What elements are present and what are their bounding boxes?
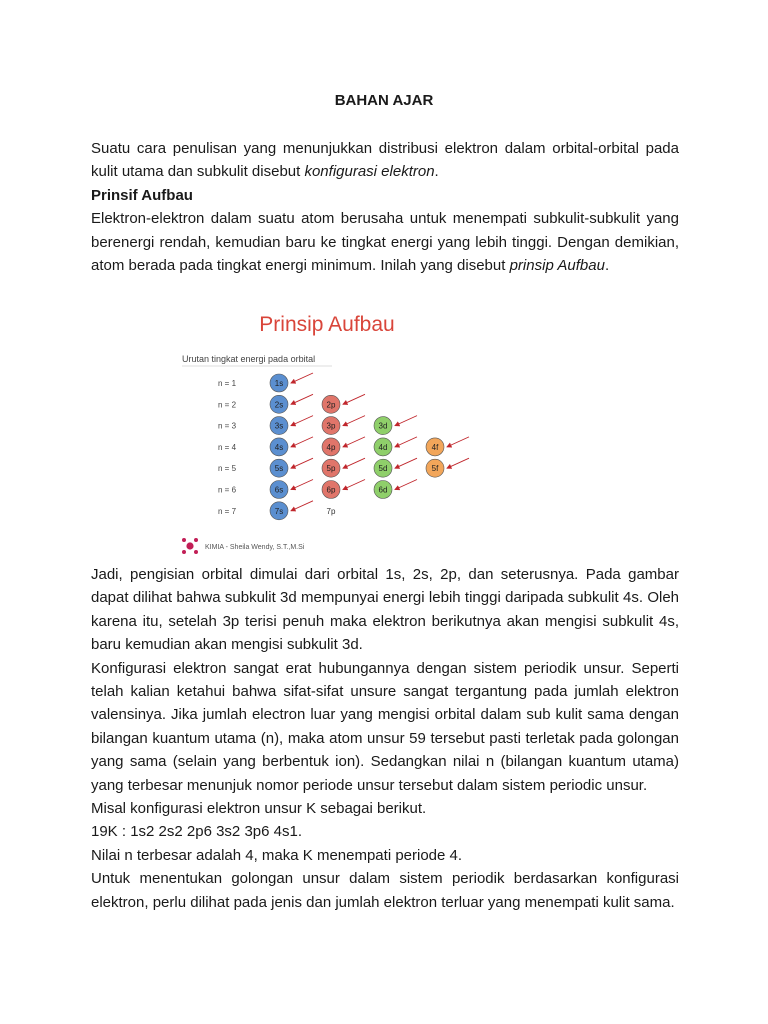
diagram-subtitle: Urutan tingkat energi pada orbital (182, 354, 316, 364)
orbital-label-6d: 6d (378, 485, 388, 495)
arrow-4s (291, 437, 313, 447)
orbital-label-3p: 3p (326, 421, 336, 431)
arrow-4d (395, 437, 417, 447)
arrow-5s (291, 458, 313, 468)
intro-end: . (434, 163, 439, 181)
intro-text: Suatu cara penulisan yang menunjukkan distribusi elektron dalam orbital-orbital pada kulit utama dan subkulit disebut (91, 140, 679, 181)
arrow-6p (343, 480, 365, 490)
diagram-title: Prinsip Aufbau (259, 313, 395, 336)
page-title: BAHAN AJAR (334, 92, 434, 109)
orbital-label-2s: 2s (274, 400, 284, 410)
periodic-paragraph: Konfigurasi elektron sangat erat hubungannya dengan sistem periodik unsur. Seperti telah kalian ketahui bahwa sifat-sifat unsure sangat tergantung pada jumlah elektron valensinya. Jika jumlah electron luar yang mengisi orbital dalam sub kulit sama dengan bilangan kuantum utama (n), maka atom unsur 59 tersebut pasti terletak pada golongan yang sama (selain yang berbentuk ion). Sedangkan nilai n (bilangan kuantum utama) yang terbesar menunjuk nomor periode unsur tersebut dalam sistem periodic unsur. (91, 659, 679, 794)
aufbau-emphasis: prinsip Aufbau (509, 257, 605, 275)
orbital-label-4p: 4p (326, 442, 336, 452)
orbital-label-1s: 1s (274, 379, 284, 388)
arrow-3d (395, 416, 417, 426)
credit-logo-icon (182, 538, 198, 554)
arrow-3p (343, 416, 365, 426)
intro-paragraph (91, 137, 679, 184)
aufbau-diagram (178, 300, 480, 558)
arrow-3s (291, 416, 313, 426)
shell-label-2: n = 2 (218, 400, 237, 410)
group-paragraph: Untuk menentukan golongan unsur dalam sistem periodik berdasarkan konfigurasi elektron, perlu dilihat pada jenis dan jumlah elektron terluar yang menempati kulit sama. (91, 870, 679, 911)
arrow-4f (447, 437, 469, 447)
shell-label-7: n = 7 (218, 506, 237, 516)
arrow-5f (447, 458, 469, 468)
arrow-1s (291, 373, 313, 383)
orbital-label-4f: 4f (431, 442, 439, 452)
orbital-label-3d: 3d (378, 421, 388, 431)
example-configuration: 19K : 1s2 2s2 2p6 3s2 3p6 4s1. (91, 823, 302, 841)
shell-label-5: n = 5 (218, 464, 237, 474)
orbital-label-7s: 7s (274, 506, 284, 516)
orbital-label-4s: 4s (274, 442, 284, 452)
aufbau-end: . (604, 257, 610, 275)
orbital-label-3s: 3s (274, 421, 284, 431)
aufbau-heading: Prinsif Aufbau (91, 186, 193, 204)
shell-label-1: n = 1 (218, 379, 237, 388)
intro-section (91, 137, 679, 277)
arrow-5p (343, 458, 365, 468)
shell-label-4: n = 4 (218, 442, 237, 452)
orbital-label-6p: 6p (326, 485, 336, 495)
aufbau-text: Elektron-elektron dalam suatu atom berusaha untuk menempati subkulit-subkulit yang berenergi rendah, kemudian baru ke tingkat energi yang lebih tinggi. Dengan demikian, atom berada pada tingkat energi minimum. Inilah yang disebut (91, 210, 679, 275)
aufbau-paragraph (91, 207, 679, 277)
example-result: Nilai n terbesar adalah 4, maka K menempati periode 4. (91, 846, 463, 864)
orbital-label-5f: 5f (431, 464, 439, 474)
arrow-2p (343, 394, 365, 404)
body-section (91, 563, 679, 914)
example-intro: Misal konfigurasi elektron unsur K sebagai berikut. (91, 800, 427, 818)
shell-label-3: n = 3 (218, 421, 237, 431)
arrow-6s (291, 480, 313, 490)
aufbau-diagram-svg (178, 300, 480, 558)
shell-label-6: n = 6 (218, 485, 237, 495)
orbital-label-5d: 5d (378, 464, 388, 474)
orbital-label-7p-plain: 7p (326, 506, 336, 516)
arrow-4p (343, 437, 365, 447)
arrow-7s (291, 501, 313, 511)
arrow-6d (395, 480, 417, 490)
filling-paragraph: Jadi, pengisian orbital dimulai dari orbital 1s, 2s, 2p, dan seterusnya. Pada gambar dapat dilihat bahwa subkulit 3d mempunyai energi lebih tinggi daripada subkulit 4s. Oleh karena itu, setelah 3p terisi penuh maka elektron berikutnya akan mengisi subkulit 4s, baru kemudian akan mengisi subkulit 3d. (91, 566, 679, 654)
arrow-5d (395, 458, 417, 468)
orbital-label-6s: 6s (274, 485, 284, 495)
arrow-2s (291, 394, 313, 404)
orbital-label-4d: 4d (378, 442, 388, 452)
diagram-credit: KIMIA - Sheila Wendy, S.T.,M.Si (205, 544, 305, 551)
orbital-label-2p: 2p (326, 400, 336, 410)
orbital-label-5s: 5s (274, 464, 284, 474)
orbital-label-5p: 5p (326, 464, 336, 474)
intro-emphasis: konfigurasi elektron (304, 163, 435, 181)
